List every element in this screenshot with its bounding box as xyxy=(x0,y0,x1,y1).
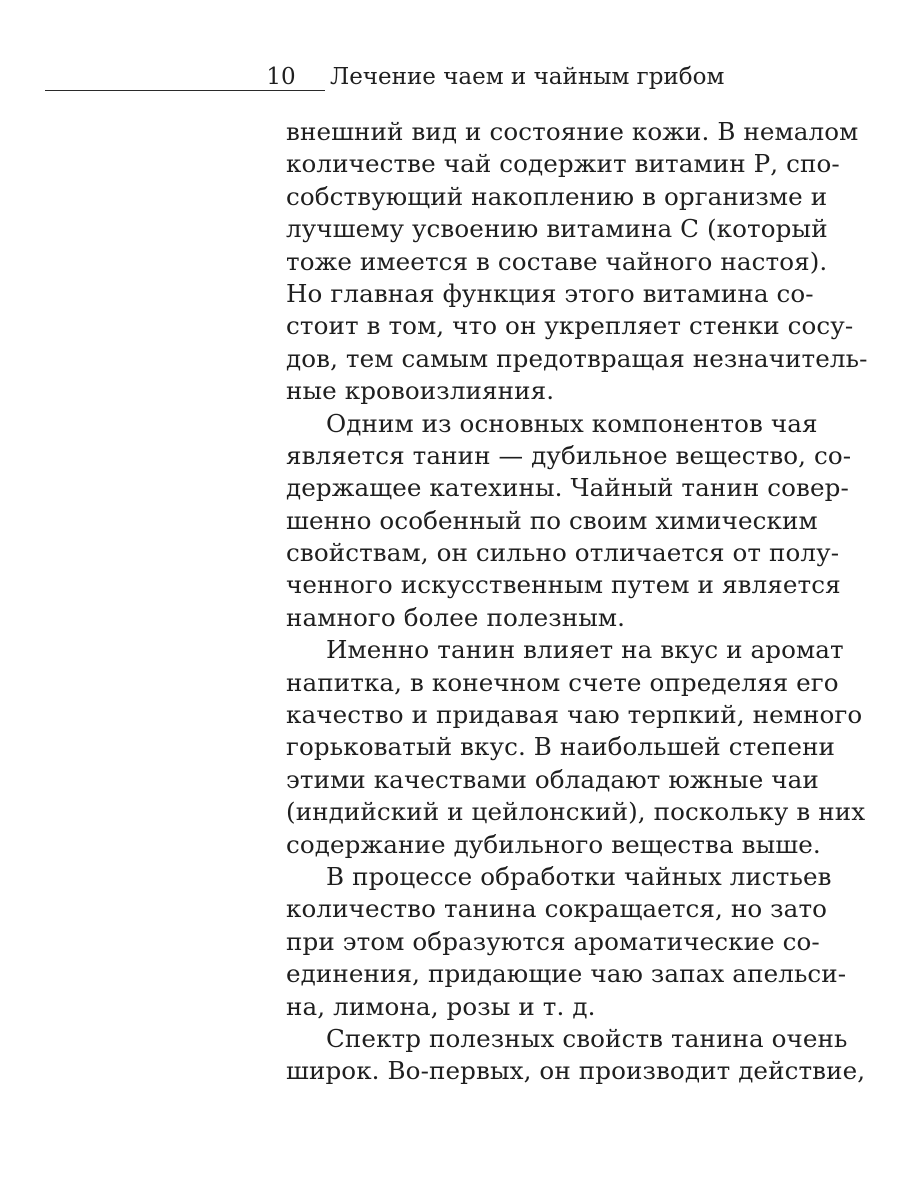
text-line: В процессе обработки чайных листьев xyxy=(326,861,832,891)
text-line: (индийский и цейлонский), поскольку в них xyxy=(286,797,866,827)
body-text xyxy=(286,116,868,1088)
text-line: тоже имеется в составе чайного настоя). xyxy=(286,246,828,276)
text-line: стоит в том, что он укрепляет стенки сосу- xyxy=(286,311,854,341)
text-line: лучшему усвоению витамина С (который xyxy=(286,214,828,244)
text-line: широк. Во-первых, он производит действие, xyxy=(286,1056,866,1086)
text-line: является танин — дубильное вещество, со- xyxy=(286,440,852,470)
running-title: Лечение чаем и чайным грибом xyxy=(330,64,725,90)
text-line: Спектр полезных свойств танина очень xyxy=(326,1023,848,1053)
text-line: при этом образуются ароматические со- xyxy=(286,926,820,956)
text-line: количество танина сокращается, но зато xyxy=(286,894,828,924)
text-line: шенно особенный по своим химическим xyxy=(286,505,818,535)
text-line: внешний вид и состояние кожи. В немалом xyxy=(286,117,859,146)
text-line: ные кровоизлияния. xyxy=(286,376,555,406)
text-line: дов, тем самым предотвращая незначитель- xyxy=(286,343,868,373)
text-line: ченного искусственным путем и является xyxy=(286,570,841,600)
text-line: держащее катехины. Чайный танин совер- xyxy=(286,473,849,503)
text-line: Но главная функция этого витамина со- xyxy=(286,278,814,308)
header-rule xyxy=(45,90,325,91)
text-line: Именно танин влияет на вкус и аромат xyxy=(326,635,844,665)
page-number: 10 xyxy=(266,64,296,90)
text-line: этими качествами обладают южные чаи xyxy=(286,764,819,794)
text-line: Одним из основных компонентов чая xyxy=(326,408,818,438)
text-line: горьковатый вкус. В наибольшей степени xyxy=(286,732,836,762)
text-line: единения, придающие чаю запах апельси- xyxy=(286,959,847,989)
text-line: качество и придавая чаю терпкий, немного xyxy=(286,700,863,730)
text-line: на, лимона, розы и т. д. xyxy=(286,991,596,1021)
text-line: собствующий накоплению в организме и xyxy=(286,181,828,211)
text-line: свойствам, он сильно отличается от полу- xyxy=(286,538,840,568)
text-line: намного более полезным. xyxy=(286,602,626,632)
text-line: количестве чай содержит витамин Р, спо- xyxy=(286,149,840,179)
text-line: содержание дубильного вещества выше. xyxy=(286,829,821,859)
text-line: напитка, в конечном счете определяя его xyxy=(286,667,839,697)
running-header xyxy=(45,60,765,94)
